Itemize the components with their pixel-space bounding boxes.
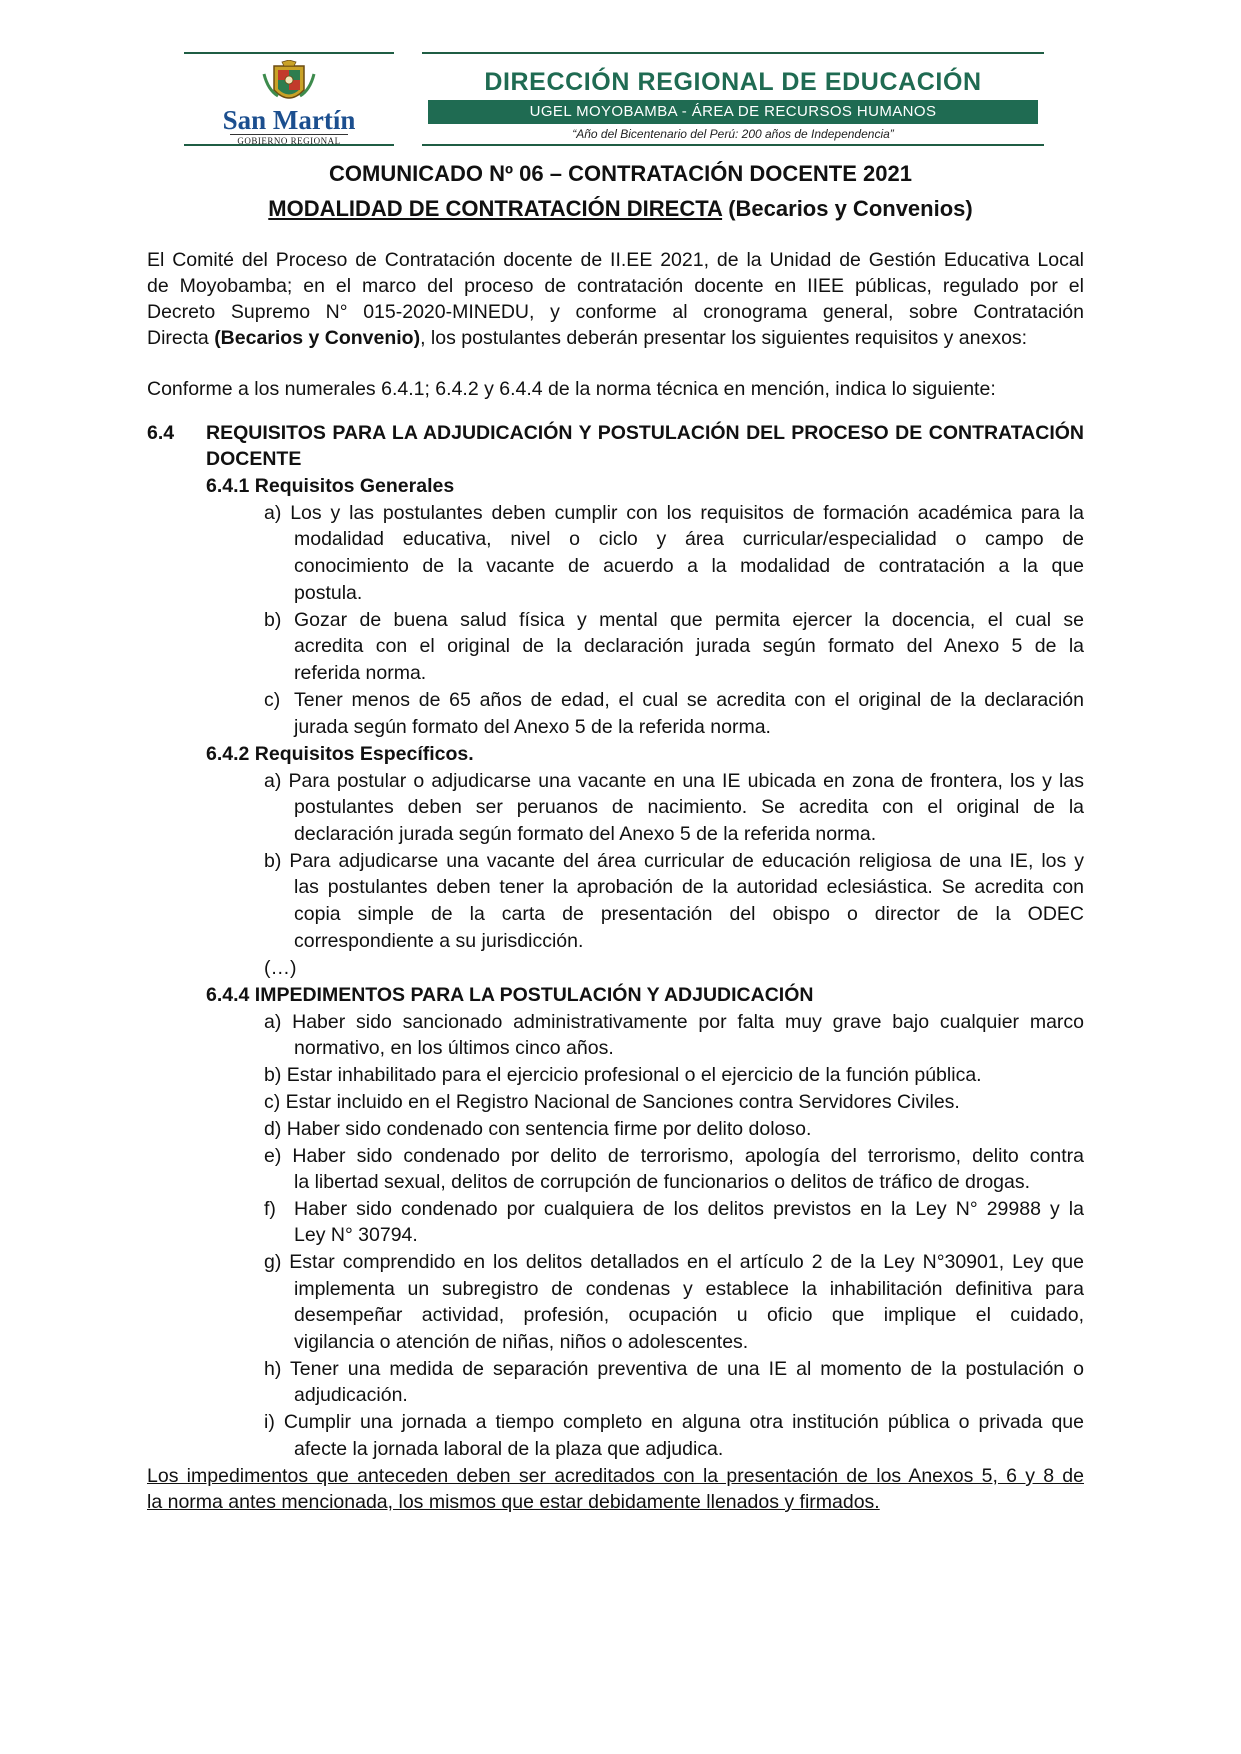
intro-text: , los postulantes deberán presentar los siguientes requisitos y anexos: xyxy=(420,327,1028,349)
list-item: h) Tener una medida de separación preventiva de una IE al momento de la postulación o xyxy=(264,1358,1084,1380)
document-subtitle xyxy=(0,194,1241,224)
section-number: 6.4 xyxy=(147,422,175,444)
list-item: declaración jurada según formato del Anexo 5 de la referida norma. xyxy=(294,823,877,845)
list-item: desempeñar actividad, profesión, ocupación u oficio que implique el cuidado, xyxy=(294,1304,1084,1326)
list-item: afecte la jornada laboral de la plaza que adjudica. xyxy=(294,1438,724,1460)
coat-of-arms-icon xyxy=(260,60,318,108)
intro-line: El Comité del Proceso de Contratación docente de II.EE 2021, de la Unidad de Gestión Educativa Local xyxy=(147,249,1084,271)
list-item: normativo, en los últimos cinco años. xyxy=(294,1037,614,1059)
specific-requirements-heading: 6.4.2 Requisitos Específicos. xyxy=(206,743,474,765)
list-item: i) Cumplir una jornada a tiempo completo en alguna otra institución pública o privada que xyxy=(264,1411,1084,1433)
list-item: a) Para postular o adjudicarse una vacante en una IE ubicada en zona de frontera, los y las xyxy=(264,770,1084,792)
closing-note: la norma antes mencionada, los mismos que estar debidamente llenados y firmados. xyxy=(147,1491,880,1513)
list-item: la libertad sexual, delitos de corrupción de funcionarios o delitos de tráfico de drogas. xyxy=(294,1171,1031,1193)
list-label: b) xyxy=(264,609,282,631)
list-item: postula. xyxy=(294,582,363,604)
list-item: correspondiente a su jurisdicción. xyxy=(294,930,584,952)
list-item: referida norma. xyxy=(294,662,427,684)
list-item: a) Haber sido sancionado administrativamente por falta muy grave bajo cualquier marco xyxy=(264,1011,1084,1033)
list-item: conocimiento de la vacante de acuerdo a la modalidad de contratación a la que xyxy=(294,555,1084,577)
brand-name: San Martín xyxy=(222,105,356,135)
list-item: adjudicación. xyxy=(294,1384,408,1406)
list-item: jurada según formato del Anexo 5 de la referida norma. xyxy=(294,716,771,738)
list-item: b) Estar inhabilitado para el ejercicio profesional o el ejercicio de la función pública. xyxy=(264,1064,982,1086)
list-item: a) Los y las postulantes deben cumplir con los requisitos de formación académica para la xyxy=(264,502,1084,524)
list-item: b) Para adjudicarse una vacante del área curricular de educación religiosa de una IE, los y xyxy=(264,850,1084,872)
intro-bold-text: (Becarios y Convenio) xyxy=(214,327,421,349)
list-item: g) Estar comprendido en los delitos detallados en el artículo 2 de la Ley N°30901, Ley que xyxy=(264,1251,1084,1273)
list-label: c) xyxy=(264,689,281,711)
list-item: d) Haber sido condenado con sentencia firme por delito doloso. xyxy=(264,1118,812,1140)
list-item: Gozar de buena salud física y mental que permita ejercer la docencia, el cual se xyxy=(294,609,1084,631)
institution-unit-band: UGEL MOYOBAMBA - ÁREA DE RECURSOS HUMANOS xyxy=(428,100,1038,124)
document-title: COMUNICADO Nº 06 – CONTRATACIÓN DOCENTE 2021 xyxy=(329,161,912,186)
list-item: Tener menos de 65 años de edad, el cual se acredita con el original de la declaración xyxy=(294,689,1084,711)
gobierno-regional-logo xyxy=(184,52,394,146)
intro-line xyxy=(147,325,1027,351)
list-item: las postulantes deben tener la aprobación de la autoridad eclesiástica. Se acredita con xyxy=(294,876,1084,898)
section-title: DOCENTE xyxy=(206,448,302,470)
intro-text: Directa xyxy=(147,327,215,349)
list-item: vigilancia o atención de niñas, niños o adolescentes. xyxy=(294,1331,749,1353)
conforme-paragraph: Conforme a los numerales 6.4.1; 6.4.2 y 6.4.4 de la norma técnica en mención, indica lo siguiente: xyxy=(147,378,996,400)
subtitle-underlined: MODALIDAD DE CONTRATACIÓN DIRECTA xyxy=(268,196,723,221)
list-item: postulantes deben ser peruanos de nacimiento. Se acredita con el original de la xyxy=(294,796,1084,818)
list-item: implementa un subregistro de condenas y establece la inhabilitación definitiva para xyxy=(294,1278,1084,1300)
institution-motto: “Año del Bicentenario del Perú: 200 años de Independencia” xyxy=(572,127,894,141)
list-item: modalidad educativa, nivel o ciclo y área curricular/especialidad o campo de xyxy=(294,528,1084,550)
list-item: acredita con el original de la declaración jurada según formato del Anexo 5 de la xyxy=(294,635,1084,657)
institution-header xyxy=(422,52,1044,146)
subtitle-rest: (Becarios y Convenios) xyxy=(722,196,973,221)
intro-line: de Moyobamba; en el marco del proceso de contratación docente en IIEE públicas, regulado por el xyxy=(147,275,1084,297)
general-requirements-heading: 6.4.1 Requisitos Generales xyxy=(206,475,455,497)
list-label: f) xyxy=(264,1198,276,1220)
impediments-heading: 6.4.4 IMPEDIMENTOS PARA LA POSTULACIÓN Y ADJUDICACIÓN xyxy=(206,984,814,1006)
list-item: e) Haber sido condenado por delito de terrorismo, apología del terrorismo, delito contra xyxy=(264,1145,1084,1167)
header-top-rule xyxy=(422,52,1044,54)
section-title: REQUISITOS PARA LA ADJUDICACIÓN Y POSTULACIÓN DEL PROCESO DE CONTRATACIÓN xyxy=(206,422,1084,444)
ellipsis: (…) xyxy=(264,957,297,979)
logo-bottom-rule xyxy=(184,144,394,146)
list-item: Ley N° 30794. xyxy=(294,1224,418,1246)
list-item: c) Estar incluido en el Registro Nacional de Sanciones contra Servidores Civiles. xyxy=(264,1091,960,1113)
logo-top-rule xyxy=(184,52,394,54)
institution-title: DIRECCIÓN REGIONAL DE EDUCACIÓN xyxy=(484,68,982,96)
intro-line: Decreto Supremo N° 015-2020-MINEDU, y conforme al cronograma general, sobre Contratación xyxy=(147,301,1084,323)
header-bottom-rule xyxy=(422,144,1044,146)
brand-subtitle: GOBIERNO REGIONAL xyxy=(230,134,348,146)
list-item: copia simple de la carta de presentación del obispo o director de la ODEC xyxy=(294,903,1084,925)
closing-note: Los impedimentos que anteceden deben ser acreditados con la presentación de los Anexos 5, 6 y 8 de xyxy=(147,1465,1084,1487)
list-item: Haber sido condenado por cualquiera de los delitos previstos en la Ley N° 29988 y la xyxy=(294,1198,1084,1220)
